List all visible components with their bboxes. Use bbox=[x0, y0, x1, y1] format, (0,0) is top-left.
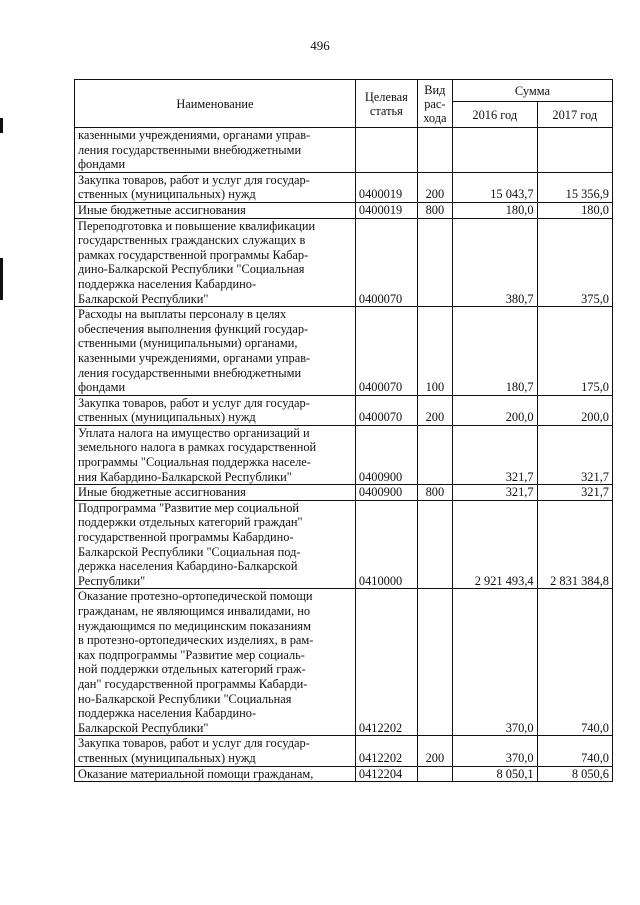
row-expense-kind-cell bbox=[417, 589, 452, 736]
row-sum-2016-cell: 200,0 bbox=[452, 395, 537, 425]
row-sum-2017-cell: 740,0 bbox=[537, 589, 612, 736]
row-sum-2017-cell: 321,7 bbox=[537, 485, 612, 501]
table-row bbox=[75, 736, 613, 766]
header-name: Наименование bbox=[75, 80, 356, 128]
row-sum-2016-cell: 370,0 bbox=[452, 589, 537, 736]
row-target-article-cell: 0412202 bbox=[355, 736, 417, 766]
row-expense-kind-cell: 100 bbox=[417, 307, 452, 396]
row-name-cell: Переподготовка и повышение квалификации государственных гражданских служащих в рамках государственной программы Кабар- дино-Балкарской Республики "Социальная поддержка населения Кабардино- Балкарской Республики" bbox=[75, 218, 356, 307]
row-expense-kind-cell bbox=[417, 218, 452, 307]
row-expense-kind-cell: 200 bbox=[417, 172, 452, 202]
budget-table bbox=[74, 79, 613, 782]
row-sum-2016-cell: 321,7 bbox=[452, 485, 537, 501]
row-name-cell: Оказание протезно-ортопедической помощи гражданам, не являющимся инвалидами, но нуждающимся по медицинским показаниям в протезно-ортопедических изделиях, в рам- ках подпрограммы "Развитие мер социаль- ной поддержки отдельных категорий граж- дан" государственной программы Кабарди- но-Балкарской Республики "Социальная поддержка населения Кабардино- Балкарской Республики" bbox=[75, 589, 356, 736]
row-target-article-cell: 0400019 bbox=[355, 172, 417, 202]
row-sum-2017-cell: 15 356,9 bbox=[537, 172, 612, 202]
row-expense-kind-cell: 200 bbox=[417, 395, 452, 425]
row-target-article-cell: 0400019 bbox=[355, 202, 417, 218]
row-sum-2016-cell: 2 921 493,4 bbox=[452, 500, 537, 589]
row-expense-kind-cell: 800 bbox=[417, 202, 452, 218]
row-sum-2016-cell: 321,7 bbox=[452, 425, 537, 484]
table-row bbox=[75, 485, 613, 501]
row-sum-2017-cell: 8 050,6 bbox=[537, 766, 612, 782]
header-target-article: Целевая статья bbox=[355, 80, 417, 128]
row-name-cell: Оказание материальной помощи гражданам, bbox=[75, 766, 356, 782]
row-sum-2016-cell bbox=[452, 128, 537, 173]
row-target-article-cell: 0410000 bbox=[355, 500, 417, 589]
table-row bbox=[75, 425, 613, 484]
row-expense-kind-cell: 800 bbox=[417, 485, 452, 501]
row-expense-kind-cell bbox=[417, 500, 452, 589]
table-row bbox=[75, 218, 613, 307]
scan-edge-mark bbox=[0, 258, 3, 300]
table-row bbox=[75, 766, 613, 782]
row-name-cell: Закупка товаров, работ и услуг для государ- ственных (муниципальных) нужд bbox=[75, 736, 356, 766]
row-target-article-cell: 0412204 bbox=[355, 766, 417, 782]
row-sum-2017-cell: 375,0 bbox=[537, 218, 612, 307]
row-target-article-cell: 0400900 bbox=[355, 425, 417, 484]
row-sum-2016-cell: 180,7 bbox=[452, 307, 537, 396]
page-number: 496 bbox=[310, 38, 330, 53]
row-sum-2017-cell: 321,7 bbox=[537, 425, 612, 484]
row-target-article-cell: 0400070 bbox=[355, 218, 417, 307]
header-sum: Сумма bbox=[452, 80, 612, 102]
row-expense-kind-cell bbox=[417, 128, 452, 173]
row-sum-2016-cell: 180,0 bbox=[452, 202, 537, 218]
row-sum-2016-cell: 8 050,1 bbox=[452, 766, 537, 782]
row-sum-2017-cell: 175,0 bbox=[537, 307, 612, 396]
row-expense-kind-cell bbox=[417, 425, 452, 484]
table-row bbox=[75, 395, 613, 425]
scan-edge-mark bbox=[0, 118, 3, 133]
row-name-cell: Иные бюджетные ассигнования bbox=[75, 485, 356, 501]
row-name-cell: Подпрограмма "Развитие мер социальной поддержки отдельных категорий граждан" государственной программы Кабардино- Балкарской Республики "Социальная под- держка населения Кабардино-Балкарской Республики" bbox=[75, 500, 356, 589]
row-target-article-cell bbox=[355, 128, 417, 173]
row-name-cell: Иные бюджетные ассигнования bbox=[75, 202, 356, 218]
row-target-article-cell: 0412202 bbox=[355, 589, 417, 736]
row-expense-kind-cell bbox=[417, 766, 452, 782]
row-sum-2016-cell: 380,7 bbox=[452, 218, 537, 307]
header-year-2016: 2016 год bbox=[452, 102, 537, 128]
row-target-article-cell: 0400070 bbox=[355, 307, 417, 396]
row-name-cell: Закупка товаров, работ и услуг для государ- ственных (муниципальных) нужд bbox=[75, 172, 356, 202]
table-row bbox=[75, 202, 613, 218]
row-target-article-cell: 0400900 bbox=[355, 485, 417, 501]
row-sum-2017-cell: 180,0 bbox=[537, 202, 612, 218]
row-sum-2017-cell: 740,0 bbox=[537, 736, 612, 766]
row-name-cell: Расходы на выплаты персоналу в целях обеспечения выполнения функций государ- ственными (муниципальными) органами, казенными учреждениями, органами управ- ления государственными внебюджетными фондами bbox=[75, 307, 356, 396]
table-row bbox=[75, 172, 613, 202]
row-sum-2017-cell bbox=[537, 128, 612, 173]
row-name-cell: Закупка товаров, работ и услуг для государ- ственных (муниципальных) нужд bbox=[75, 395, 356, 425]
table-row bbox=[75, 128, 613, 173]
row-sum-2017-cell: 200,0 bbox=[537, 395, 612, 425]
row-sum-2017-cell: 2 831 384,8 bbox=[537, 500, 612, 589]
header-expense-kind: Вид рас- хода bbox=[417, 80, 452, 128]
header-year-2017: 2017 год bbox=[537, 102, 612, 128]
table-row bbox=[75, 307, 613, 396]
table-row bbox=[75, 500, 613, 589]
row-sum-2016-cell: 370,0 bbox=[452, 736, 537, 766]
row-expense-kind-cell: 200 bbox=[417, 736, 452, 766]
table-row bbox=[75, 589, 613, 736]
row-target-article-cell: 0400070 bbox=[355, 395, 417, 425]
row-name-cell: казенными учреждениями, органами управ- ления государственными внебюджетными фондами bbox=[75, 128, 356, 173]
row-name-cell: Уплата налога на имущество организаций и земельного налога в рамках государственной программы "Социальная поддержка населе- ния Кабардино-Балкарской Республики" bbox=[75, 425, 356, 484]
row-sum-2016-cell: 15 043,7 bbox=[452, 172, 537, 202]
